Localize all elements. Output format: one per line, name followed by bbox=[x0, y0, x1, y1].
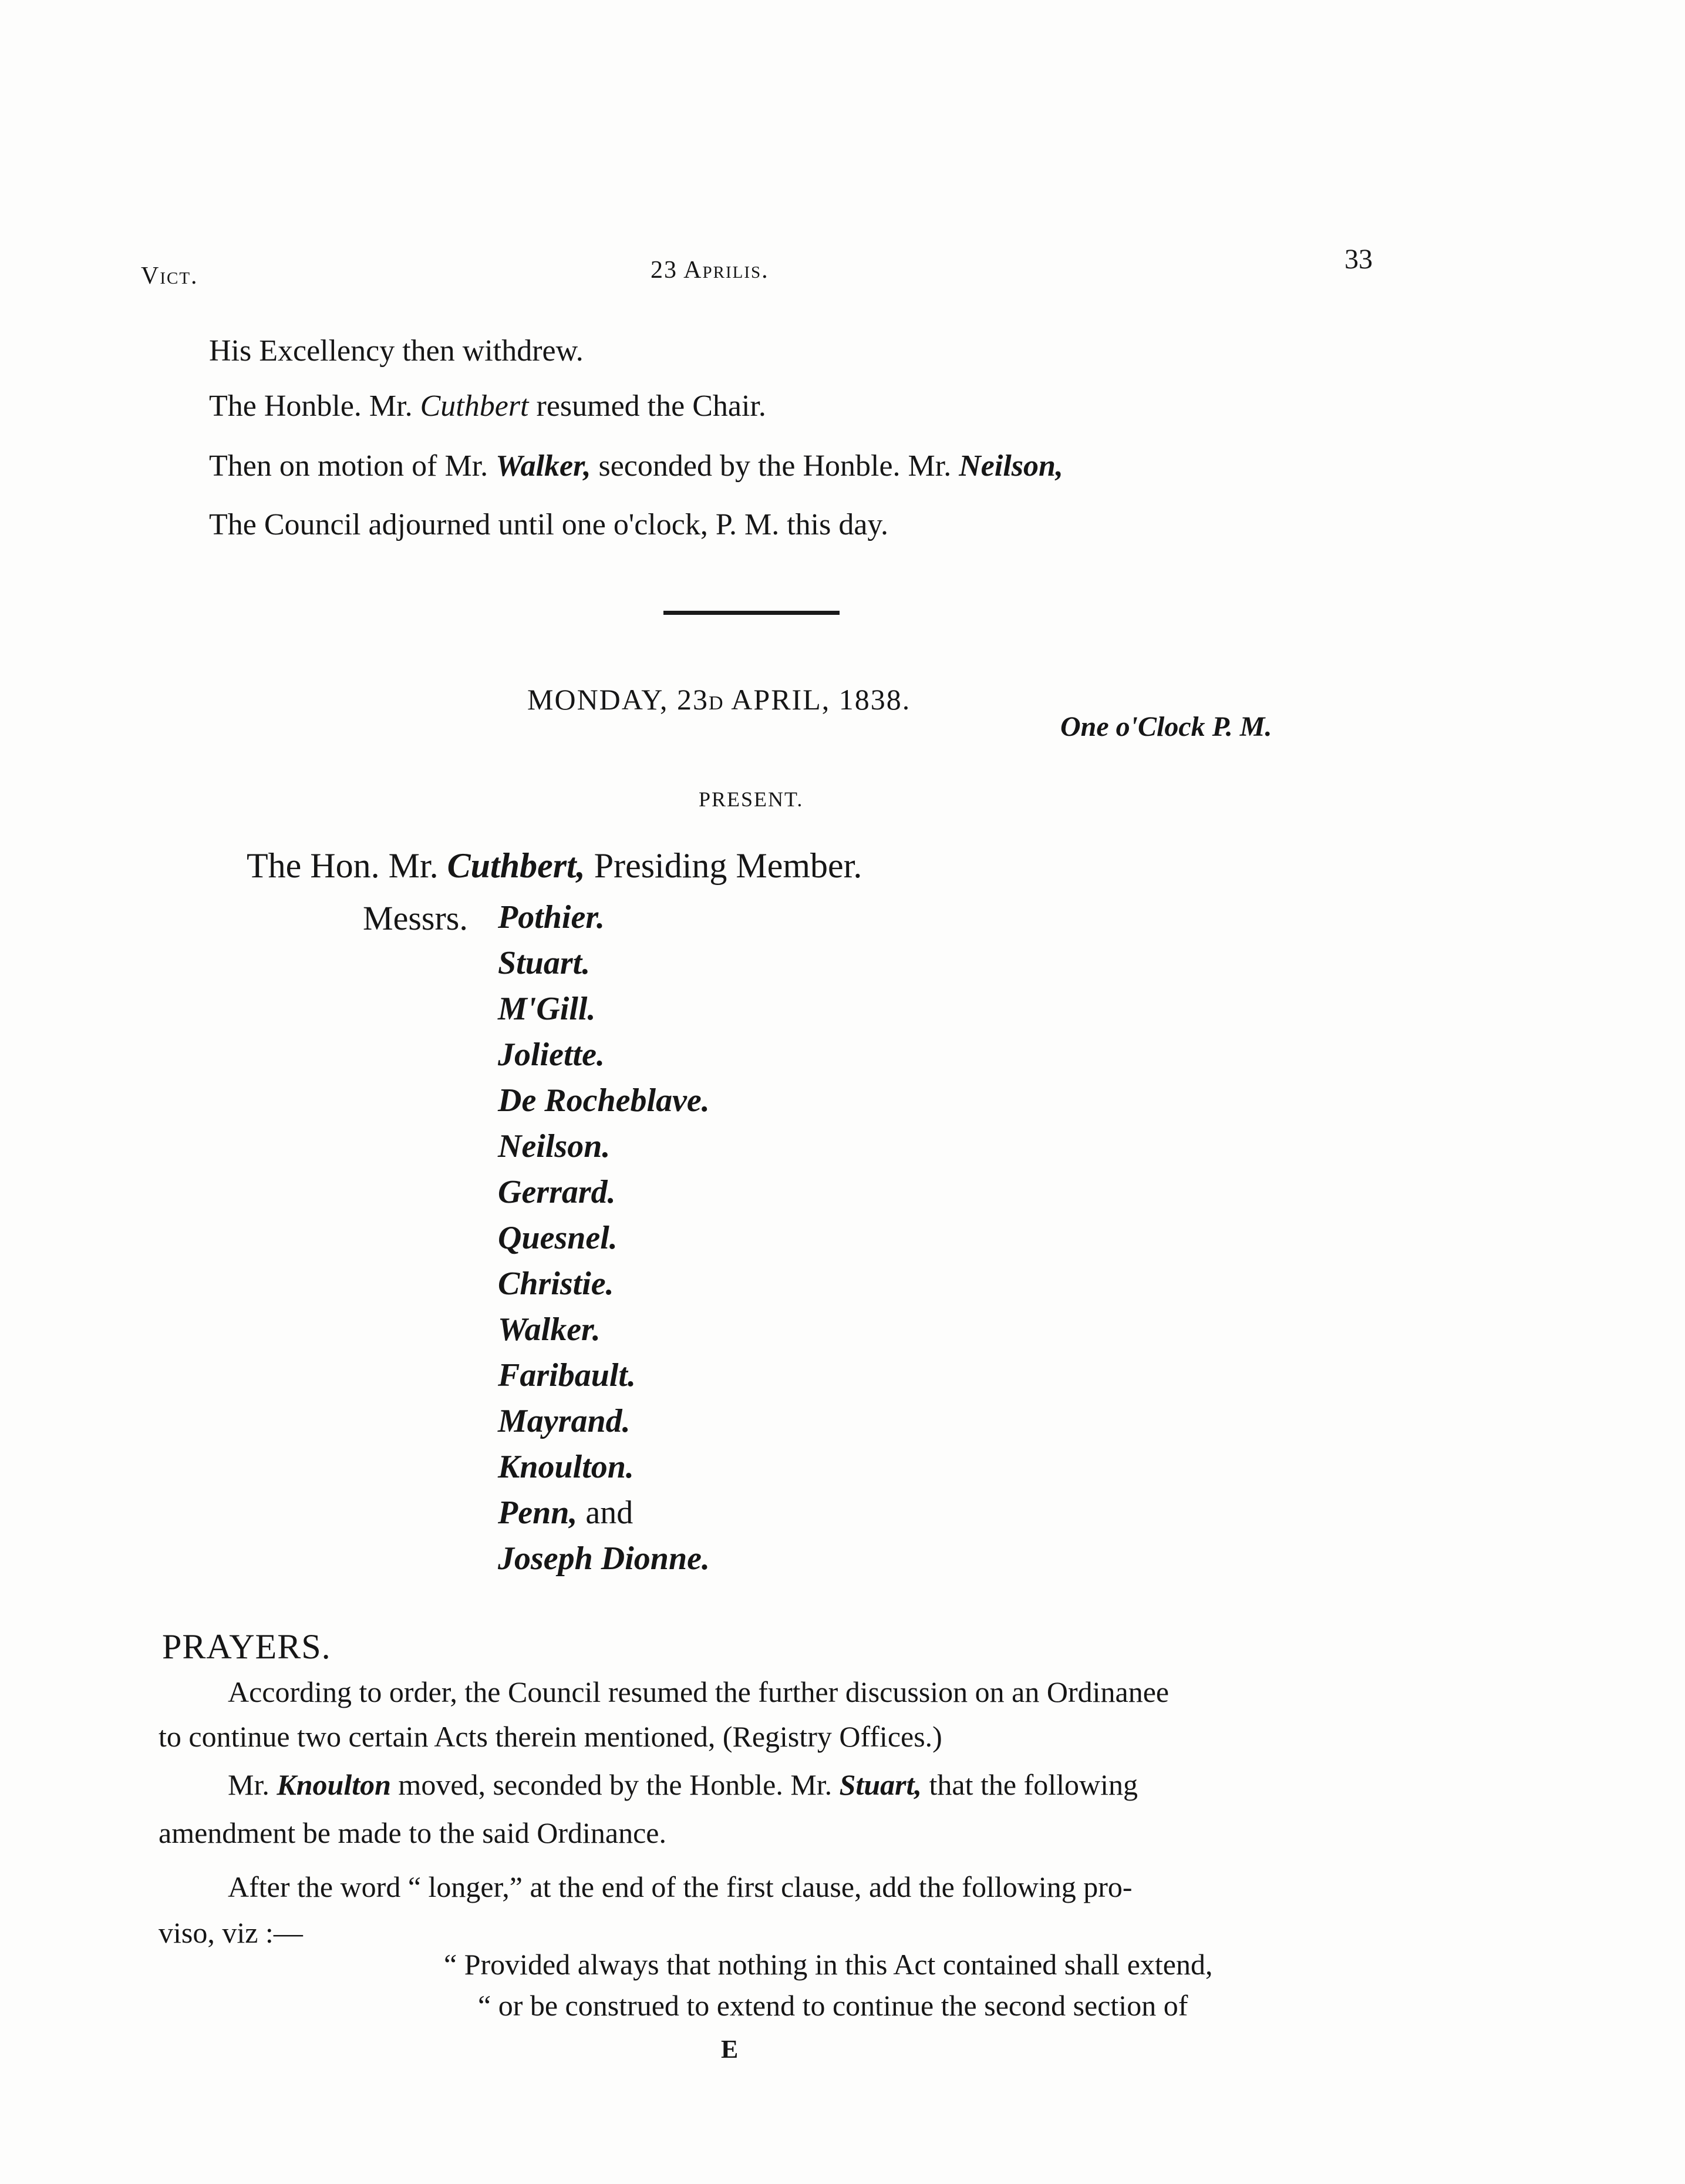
messrs-label: Messrs. bbox=[363, 899, 468, 937]
member-name: Knoulton. bbox=[498, 1449, 634, 1485]
prayers-heading: PRAYERS. bbox=[162, 1627, 331, 1666]
sitting-date-heading: MONDAY, 23D APRIL, 1838. bbox=[527, 683, 911, 716]
member-name: De Rocheblave. bbox=[498, 1082, 710, 1119]
member-name: Walker. bbox=[498, 1311, 601, 1348]
opening-line-4: The Council adjourned until one o'clock, P. M. this day. bbox=[209, 508, 889, 541]
opening-line-2: The Honble. Mr. Cuthbert resumed the Chair. bbox=[209, 389, 766, 423]
quoted-proviso-line-2: “ or be construed to extend to continue the second section of bbox=[478, 1989, 1188, 2022]
section-divider bbox=[663, 611, 840, 615]
member-name-with-and: Penn, and bbox=[498, 1495, 633, 1531]
presiding-member-line: The Hon. Mr. Cuthbert, Presiding Member. bbox=[247, 846, 862, 885]
paragraph-1-line-1: According to order, the Council resumed the further discussion on an Ordinanee bbox=[228, 1675, 1170, 1708]
paragraph-2-line-1: Mr. Knoulton moved, seconded by the Honble. Mr. Stuart, that the following bbox=[228, 1768, 1138, 1801]
member-name: Mayrand. bbox=[498, 1403, 631, 1439]
paragraph-1-line-2: to continue two certain Acts therein mentioned, (Registry Offices.) bbox=[159, 1720, 942, 1753]
running-header-date: 23 Aprilis. bbox=[651, 257, 769, 284]
member-name: Joliette. bbox=[498, 1037, 605, 1073]
member-name: Christie. bbox=[498, 1266, 614, 1302]
member-name: Faribault. bbox=[498, 1357, 636, 1394]
page-number: 33 bbox=[1344, 244, 1373, 275]
member-name: Neilson. bbox=[498, 1128, 611, 1165]
paragraph-2-line-2: amendment be made to the said Ordinance. bbox=[159, 1816, 666, 1849]
member-name: Quesnel. bbox=[498, 1220, 618, 1256]
member-name: Stuart. bbox=[498, 945, 591, 981]
opening-line-1: His Excellency then withdrew. bbox=[209, 334, 584, 368]
member-name: Gerrard. bbox=[498, 1174, 616, 1210]
member-name: Joseph Dionne. bbox=[498, 1540, 710, 1577]
quoted-proviso-line-1: “ Provided always that nothing in this Act contained shall extend, bbox=[444, 1948, 1213, 1981]
present-label: PRESENT. bbox=[699, 788, 804, 811]
paragraph-3-line-1: After the word “ longer,” at the end of the first clause, add the following pro- bbox=[228, 1870, 1133, 1903]
paragraph-3-line-2: viso, viz :— bbox=[159, 1916, 303, 1949]
member-name: M'Gill. bbox=[498, 991, 596, 1027]
sitting-time: One o'Clock P. M. bbox=[1060, 711, 1272, 742]
member-name: Pothier. bbox=[498, 899, 605, 935]
running-header-left: Vict. bbox=[141, 263, 198, 290]
signature-mark: E bbox=[721, 2035, 739, 2064]
opening-line-3: Then on motion of Mr. Walker, seconded by the Honble. Mr. Neilson, bbox=[209, 449, 1063, 483]
